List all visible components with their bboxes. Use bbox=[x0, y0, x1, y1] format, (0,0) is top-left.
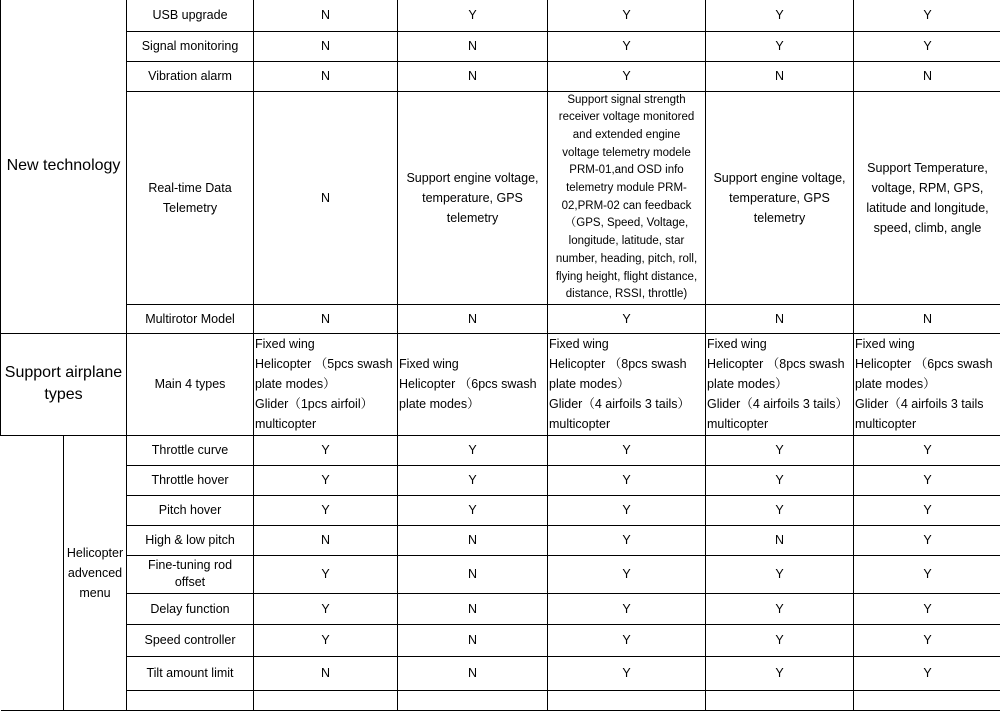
blank-cell bbox=[398, 690, 548, 710]
value-cell: Y bbox=[548, 593, 706, 624]
table-row bbox=[1, 593, 1000, 624]
value-cell: N bbox=[706, 61, 854, 91]
value-cell: Y bbox=[854, 593, 1000, 624]
value-cell: Y bbox=[548, 555, 706, 593]
table-row bbox=[1, 0, 1000, 31]
value-cell: N bbox=[854, 304, 1000, 333]
value-cell: Y bbox=[254, 593, 398, 624]
value-cell: Y bbox=[854, 624, 1000, 656]
value-cell: Y bbox=[854, 555, 1000, 593]
category-helicopter-menu: Helicopter advenced menu bbox=[64, 435, 127, 710]
value-cell: Y bbox=[854, 525, 1000, 555]
value-cell: Fixed wing Helicopter （5pcs swash plate modes） Glider（1pcs airfoil） multicopter bbox=[254, 333, 398, 435]
category-support-airplane-types: Support airplane types bbox=[1, 333, 127, 435]
value-cell: N bbox=[398, 624, 548, 656]
value-cell: Y bbox=[398, 435, 548, 465]
table-row bbox=[1, 435, 1000, 465]
value-cell: N bbox=[854, 61, 1000, 91]
feature-label: Pitch hover bbox=[127, 495, 254, 525]
table-row bbox=[1, 495, 1000, 525]
feature-label: Signal monitoring bbox=[127, 31, 254, 61]
value-cell: Y bbox=[706, 593, 854, 624]
value-cell: Y bbox=[548, 0, 706, 31]
value-cell: Y bbox=[854, 465, 1000, 495]
table-row bbox=[1, 525, 1000, 555]
value-cell: Y bbox=[398, 465, 548, 495]
table-row bbox=[1, 690, 1000, 710]
value-cell: Y bbox=[854, 31, 1000, 61]
table-row bbox=[1, 624, 1000, 656]
value-cell: N bbox=[254, 0, 398, 31]
value-cell: N bbox=[398, 525, 548, 555]
value-cell: Y bbox=[254, 495, 398, 525]
value-cell: Y bbox=[548, 624, 706, 656]
table-row bbox=[1, 61, 1000, 91]
value-cell: Fixed wing Helicopter （8pcs swash plate modes） Glider（4 airfoils 3 tails） multicopter bbox=[548, 333, 706, 435]
value-cell: N bbox=[254, 91, 398, 304]
value-cell: Y bbox=[706, 656, 854, 690]
value-cell: Y bbox=[548, 465, 706, 495]
value-cell: Support engine voltage, temperature, GPS telemetry bbox=[706, 91, 854, 304]
value-cell: Support signal strength receiver voltage monitored and extended engine voltage telemetry modele PRM-01,and OSD info telemetry module PRM- 02,PRM-02 can feedback （GPS, Speed, Voltage, longitude, latitude, star number, heading, pitch, roll, flying height, flight distance, distance, RSSI, throttle) bbox=[548, 91, 706, 304]
value-cell: Fixed wing Helicopter （6pcs swash plate modes） bbox=[398, 333, 548, 435]
blank-cell bbox=[254, 690, 398, 710]
feature-label: Fine-tuning rod offset bbox=[127, 555, 254, 593]
value-cell: Y bbox=[548, 31, 706, 61]
value-cell: N bbox=[398, 656, 548, 690]
value-cell: Support Temperature, voltage, RPM, GPS, latitude and longitude, speed, climb, angle bbox=[854, 91, 1000, 304]
value-cell: Y bbox=[548, 61, 706, 91]
value-cell: Y bbox=[706, 495, 854, 525]
value-cell: N bbox=[398, 555, 548, 593]
category-new-technology: New technology bbox=[1, 0, 127, 333]
value-cell: N bbox=[398, 593, 548, 624]
value-cell: Y bbox=[706, 465, 854, 495]
feature-label: Main 4 types bbox=[127, 333, 254, 435]
feature-label: Throttle hover bbox=[127, 465, 254, 495]
value-cell: Support engine voltage, temperature, GPS telemetry bbox=[398, 91, 548, 304]
feature-label: High & low pitch bbox=[127, 525, 254, 555]
feature-label: USB upgrade bbox=[127, 0, 254, 31]
feature-label: Throttle curve bbox=[127, 435, 254, 465]
table-row bbox=[1, 304, 1000, 333]
table-row bbox=[1, 91, 1000, 304]
value-cell: Y bbox=[254, 435, 398, 465]
feature-label: Tilt amount limit bbox=[127, 656, 254, 690]
value-cell: Y bbox=[548, 435, 706, 465]
value-cell: Y bbox=[548, 495, 706, 525]
table-row bbox=[1, 31, 1000, 61]
value-cell: Fixed wing Helicopter （8pcs swash plate modes） Glider（4 airfoils 3 tails） multicopter bbox=[706, 333, 854, 435]
value-cell: Y bbox=[254, 624, 398, 656]
value-cell: Y bbox=[398, 0, 548, 31]
blank-cell bbox=[1, 435, 64, 710]
value-cell: Y bbox=[854, 435, 1000, 465]
value-cell: Y bbox=[706, 31, 854, 61]
feature-label: Vibration alarm bbox=[127, 61, 254, 91]
blank-cell bbox=[706, 690, 854, 710]
value-cell: N bbox=[398, 61, 548, 91]
value-cell: Y bbox=[548, 656, 706, 690]
value-cell: Y bbox=[398, 495, 548, 525]
value-cell: Y bbox=[854, 0, 1000, 31]
value-cell: Y bbox=[254, 555, 398, 593]
blank-cell bbox=[548, 690, 706, 710]
value-cell: Fixed wing Helicopter （6pcs swash plate modes） Glider（4 airfoils 3 tails multicopter bbox=[854, 333, 1000, 435]
value-cell: N bbox=[398, 31, 548, 61]
value-cell: Y bbox=[706, 0, 854, 31]
value-cell: N bbox=[254, 304, 398, 333]
value-cell: Y bbox=[854, 656, 1000, 690]
value-cell: N bbox=[706, 304, 854, 333]
value-cell: Y bbox=[706, 435, 854, 465]
table-row bbox=[1, 333, 1000, 435]
feature-label: Real-time Data Telemetry bbox=[127, 91, 254, 304]
value-cell: N bbox=[398, 304, 548, 333]
feature-label: Multirotor Model bbox=[127, 304, 254, 333]
value-cell: N bbox=[254, 31, 398, 61]
value-cell: N bbox=[254, 525, 398, 555]
blank-cell bbox=[127, 690, 254, 710]
table-row bbox=[1, 656, 1000, 690]
feature-label: Speed controller bbox=[127, 624, 254, 656]
value-cell: N bbox=[254, 656, 398, 690]
value-cell: Y bbox=[854, 495, 1000, 525]
value-cell: N bbox=[706, 525, 854, 555]
value-cell: N bbox=[254, 61, 398, 91]
value-cell: Y bbox=[254, 465, 398, 495]
value-cell: Y bbox=[548, 304, 706, 333]
blank-cell bbox=[854, 690, 1000, 710]
value-cell: Y bbox=[706, 555, 854, 593]
table-row bbox=[1, 555, 1000, 593]
value-cell: Y bbox=[706, 624, 854, 656]
table-row bbox=[1, 465, 1000, 495]
feature-label: Delay function bbox=[127, 593, 254, 624]
value-cell: Y bbox=[548, 525, 706, 555]
